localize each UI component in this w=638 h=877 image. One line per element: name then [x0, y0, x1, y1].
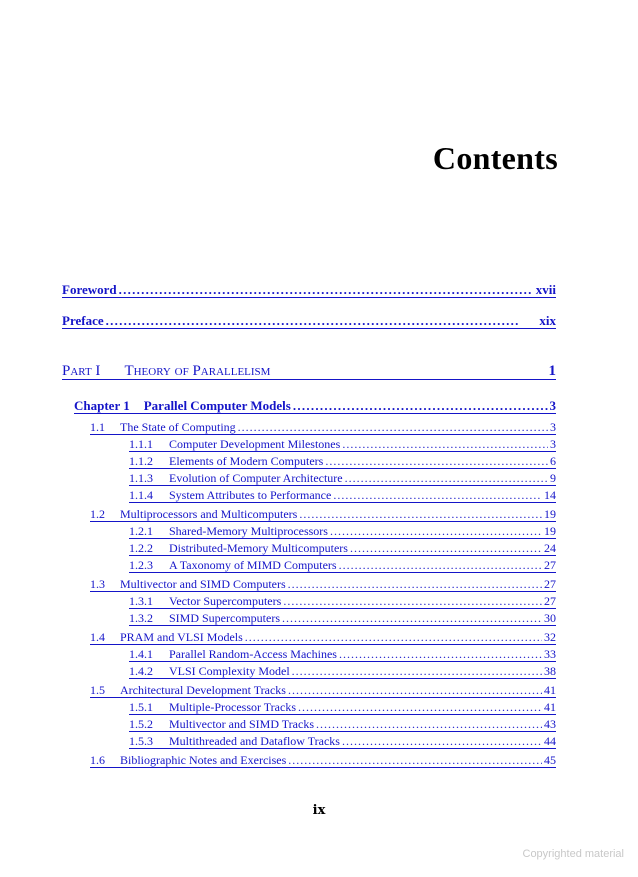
toc-entry-page: 30: [544, 611, 556, 625]
toc-entry-title: Multithreaded and Dataflow Tracks: [169, 734, 340, 748]
toc-entry-page: 3: [550, 420, 556, 434]
part-page: 1: [548, 363, 556, 379]
toc-entry-number: 1.4.2: [129, 664, 153, 678]
page-number: ix: [312, 803, 326, 818]
toc-entry-title: PRAM and VLSI Models: [120, 630, 243, 644]
toc-entry-page: 24: [544, 541, 556, 555]
toc-entry-page: 43: [544, 717, 556, 731]
dot-leader: [345, 471, 548, 485]
toc-entry-page: 41: [544, 683, 556, 697]
toc-entry-page: 27: [544, 577, 556, 591]
toc-entry-page: 45: [544, 753, 556, 767]
toc-entry-title: Preface: [62, 313, 104, 328]
toc-section-1-4[interactable]: [90, 630, 556, 645]
toc-entry-page: 27: [544, 594, 556, 608]
toc-entry-number: 1.5: [90, 683, 105, 697]
dot-leader: [119, 283, 534, 297]
toc-entry-number: 1.2.3: [129, 558, 153, 572]
toc-entry-page: 38: [544, 664, 556, 678]
toc-subsection-1-1-1[interactable]: [129, 437, 556, 452]
toc-entry-title: VLSI Complexity Model: [169, 664, 290, 678]
toc-entry-page: xix: [539, 313, 556, 328]
dot-leader: [298, 700, 542, 714]
toc-entry-title: Multiprocessors and Multicomputers: [120, 507, 298, 521]
toc-subsection-1-1-2[interactable]: [129, 454, 556, 469]
dot-leader: [288, 577, 542, 591]
toc-entry-title: Evolution of Computer Architecture: [169, 471, 343, 485]
part-label: Part I: [62, 363, 101, 379]
toc-entry-title: The State of Computing: [120, 420, 236, 434]
toc-entry-number: 1.4: [90, 630, 105, 644]
toc-subsection-1-4-1[interactable]: [129, 647, 556, 662]
toc-entry-number: 1.3.1: [129, 594, 153, 608]
toc-entry-page: 41: [544, 700, 556, 714]
toc-entry-title: Vector Supercomputers: [169, 594, 282, 608]
dot-leader: [350, 541, 542, 555]
toc-entry-title: Bibliographic Notes and Exercises: [120, 753, 287, 767]
toc-entry-number: 1.6: [90, 753, 105, 767]
toc-entry-title: Foreword: [62, 282, 117, 297]
toc-entry-title: Multivector and SIMD Tracks: [169, 717, 314, 731]
dot-leader: [288, 683, 542, 697]
toc-link-part-1[interactable]: [62, 363, 556, 380]
toc-entry-page: 44: [544, 734, 556, 748]
toc-link-preface[interactable]: [62, 314, 556, 329]
toc-entry-title: Shared-Memory Multiprocessors: [169, 524, 328, 538]
toc-entry-page: 19: [544, 507, 556, 521]
toc-subsection-1-2-1[interactable]: [129, 524, 556, 539]
toc-entry-number: 1.1.2: [129, 454, 153, 468]
toc-entry-number: 1.2: [90, 507, 105, 521]
dot-leader: [106, 314, 538, 328]
dot-leader: [330, 524, 542, 538]
part-title: Theory of Parallelism: [124, 363, 271, 379]
toc-entry-title: Multivector and SIMD Computers: [120, 577, 286, 591]
chapter-title: Parallel Computer Models: [143, 398, 291, 413]
toc-section-1-6[interactable]: [90, 753, 556, 768]
toc-entry-number: 1.2.2: [129, 541, 153, 555]
toc-entry-number: 1.1.1: [129, 437, 153, 451]
dot-leader: [339, 647, 542, 661]
toc-entry-title: System Attributes to Performance: [169, 488, 332, 502]
toc-entry-title: A Taxonomy of MIMD Computers: [169, 558, 337, 572]
toc-subsection-1-4-2[interactable]: [129, 664, 556, 679]
toc-entry-page: 6: [550, 454, 556, 468]
toc-entry-title: Architectural Development Tracks: [120, 683, 286, 697]
dot-leader: [325, 454, 548, 468]
dot-leader: [245, 630, 542, 644]
toc-subsection-1-5-1[interactable]: [129, 700, 556, 715]
chapter-label: Chapter 1: [74, 398, 130, 413]
toc-entry-number: 1.1: [90, 420, 105, 434]
toc-entry-number: 1.4.1: [129, 647, 153, 661]
toc-section-1-1[interactable]: [90, 420, 556, 435]
toc-entry-number: 1.1.4: [129, 488, 153, 502]
dot-leader: [316, 717, 542, 731]
dot-leader: [299, 507, 542, 521]
toc-subsection-1-5-3[interactable]: [129, 734, 556, 749]
toc-entry-page: 3: [550, 437, 556, 451]
toc-entry-title: Elements of Modern Computers: [169, 454, 324, 468]
toc-entry-number: 1.2.1: [129, 524, 153, 538]
dot-leader: [283, 594, 542, 608]
toc-section-1-3[interactable]: [90, 577, 556, 592]
toc-link-foreword[interactable]: [62, 283, 556, 298]
toc-entry-page: 14: [544, 488, 556, 502]
toc-entry-title: Multiple-Processor Tracks: [169, 700, 296, 714]
toc-subsection-1-2-2[interactable]: [129, 541, 556, 556]
dot-leader: [292, 664, 542, 678]
toc-entry-number: 1.5.2: [129, 717, 153, 731]
toc-entry-number: 1.3.2: [129, 611, 153, 625]
dot-leader: [282, 611, 542, 625]
toc-subsection-1-1-3[interactable]: [129, 471, 556, 486]
toc-entry-page: 33: [544, 647, 556, 661]
toc-subsection-1-1-4[interactable]: [129, 488, 556, 503]
toc-subsection-1-3-1[interactable]: [129, 594, 556, 609]
toc-subsection-1-2-3[interactable]: [129, 558, 556, 573]
toc-section-1-5[interactable]: [90, 683, 556, 698]
toc-entry-title: Parallel Random-Access Machines: [169, 647, 337, 661]
toc-link-chapter-1[interactable]: [74, 399, 556, 414]
toc-entry-number: 1.5.1: [129, 700, 153, 714]
toc-entry-page: 32: [544, 630, 556, 644]
toc-subsection-1-3-2[interactable]: [129, 611, 556, 626]
dot-leader: [288, 753, 542, 767]
toc-entry-title: SIMD Supercomputers: [169, 611, 280, 625]
toc-entry-number: 1.5.3: [129, 734, 153, 748]
toc-entry-page: 27: [544, 558, 556, 572]
toc-subsection-1-5-2[interactable]: [129, 717, 556, 732]
toc-entry-number: 1.3: [90, 577, 105, 591]
dot-leader: [333, 488, 542, 502]
toc-entry-page: xvii: [535, 282, 556, 297]
dot-leader: [342, 437, 548, 451]
toc-section-1-2[interactable]: [90, 507, 556, 522]
toc-entry-title: Computer Development Milestones: [169, 437, 341, 451]
dot-leader: [342, 734, 542, 748]
toc-entry-number: 1.1.3: [129, 471, 153, 485]
dot-leader: [293, 399, 548, 413]
copyright-watermark: Copyrighted material: [522, 848, 624, 860]
chapter-page: 3: [549, 398, 556, 413]
toc-entry-page: 9: [550, 471, 556, 485]
page-title: Contents: [432, 140, 558, 176]
dot-leader: [339, 558, 542, 572]
toc-entry-title: Distributed-Memory Multicomputers: [169, 541, 348, 555]
toc-entry-page: 19: [544, 524, 556, 538]
dot-leader: [238, 420, 548, 434]
